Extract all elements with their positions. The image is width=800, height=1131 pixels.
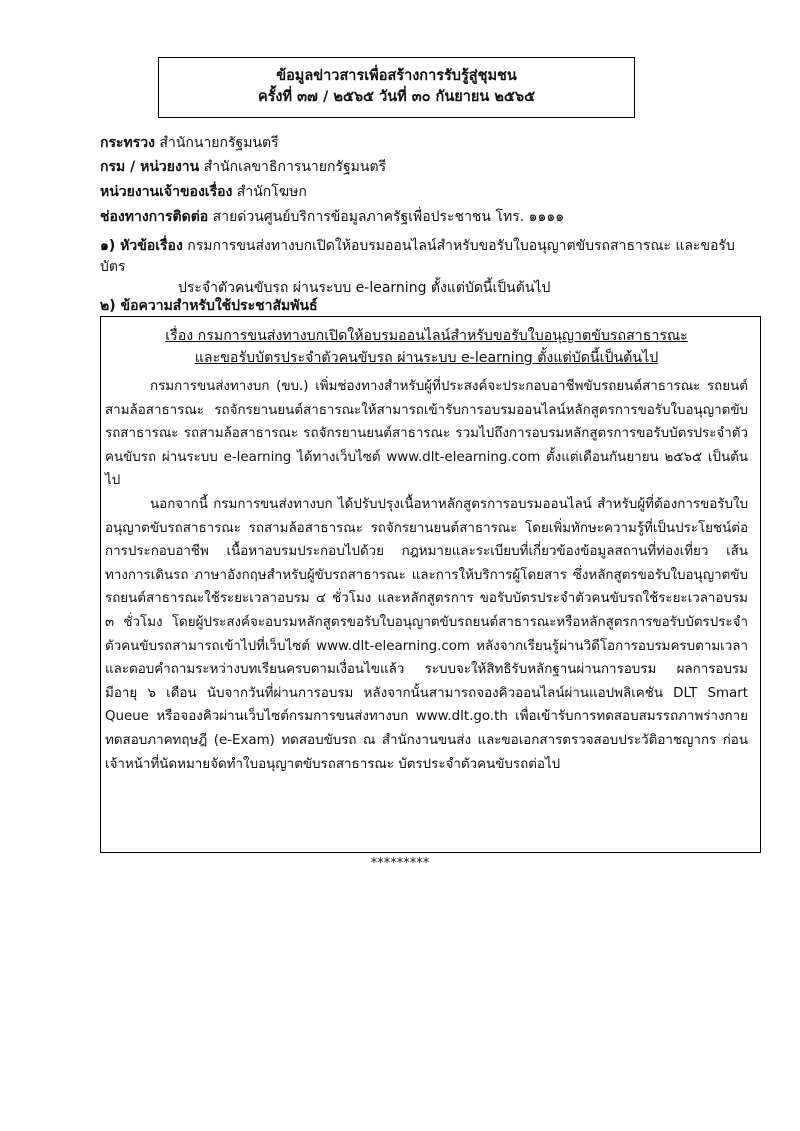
press-release-title	[105, 325, 748, 369]
press-release-box	[100, 316, 761, 853]
contact-value: สายด่วนศูนย์บริการข้อมูลภาครัฐเพื่อประชาชน โทร. ๑๑๑๑	[212, 209, 565, 225]
department-label: กรม / หน่วยงาน	[100, 159, 200, 175]
paragraph-1: กรมการขนส่งทางบก (ขบ.) เพิ่มช่องทางสำหรับผู้ที่ประสงค์จะประกอบอาชีพขับรถยนต์สาธารณะ รถยนต์สามล้อสาธารณะ รถจักรยานยนต์สาธารณะให้สามารถเข้ารับการอบรมออนไลน์หลักสูตรการขอรับใบอนุญาตขับรถสาธารณะ รถสามล้อสาธารณะ รถจักรยานยนต์สาธารณะ รวมไปถึงการอบรมหลักสูตรการขอรับบัตรประจำตัวคนขับรถ ผ่านระบบ e-learning ได้ทางเว็บไซต์ www.dlt-elearning.com ตั้งแต่เดือนกันยายน ๒๕๖๕ เป็นต้นไป	[105, 379, 748, 489]
paragraph-2: นอกจากนี้ กรมการขนส่งทางบก ได้ปรับปรุงเนื้อหาหลักสูตรการอบรมออนไลน์ สำหรับผู้ที่ต้องการขอรับใบอนุญาตขับรถสาธารณะ รถสามล้อสาธารณะ รถจักรยานยนต์สาธารณะ โดยเพิ่มทักษะความรู้ที่เป็นประโยชน์ต่อการประกอบอาชีพ เนื้อหาอบรมประกอบไปด้วย กฎหมายและระเบียบที่เกี่ยวข้องข้อมูลสถานที่ท่องเที่ยว เส้นทางการเดินรถ ภาษาอังกฤษสำหรับผู้ขับรถสาธารณะ และการให้บริการผู้โดยสาร ซึ่งหลักสูตรขอรับใบอนุญาตขับรถยนต์สาธารณะใช้ระยะเวลาอบรม ๔ ชั่วโมง และหลักสูตรการ ขอรับบัตรประจำตัวคนขับรถใช้ระยะเวลาอบรม ๓ ชั่วโมง โดยผู้ประสงค์จะอบรมหลักสูตรขอรับใบอนุญาตขับรถยนต์สาธารณะหรือหลักสูตรการขอรับบัตรประจำตัวคนขับรถสามารถเข้าไปที่เว็บไซต์ www.dlt-elearning.com หลังจากเรียนรู้ผ่านวิดีโอการอบรมครบตามเวลาและตอบคำถามระหว่างบทเรียนครบตามเงื่อนไขแล้ว ระบบจะให้สิทธิรับหลักฐานผ่านการอบรม ผลการอบรมมีอายุ ๖ เดือน นับจากวันที่ผ่านการอบรม หลังจากนั้นสามารถจองคิวออนไลน์ผ่านแอปพลิเคชัน DLT Smart Queue หรือจองคิวผ่านเว็บไซต์กรมการขนส่งทางบก www.dlt.go.th เพื่อเข้ารับการทดสอบสมรรถภาพร่างกาย ทดสอบภาคทฤษฎี (e-Exam) ทดสอบขับรถ ณ สำนักงานขนส่ง และขอเอกสารตรวจสอบประวัติอาชญากร ก่อนเจ้าหน้าที่นัดหมายจัดทำใบอนุญาตขับรถสาธารณะ บัตรประจำตัวคนขับรถต่อไป	[105, 496, 748, 772]
department-value: สำนักเลขาธิการนายกรัฐมนตรี	[203, 159, 387, 175]
topic-line2: ประจำตัวคนขับรถ ผ่านระบบ e-learning ตั้งแต่บัดนี้เป็นต้นไป	[178, 280, 551, 296]
meta-department	[100, 157, 386, 177]
title-line2: และขอรับบัตรประจำตัวคนขับรถ ผ่านระบบ e-learning ตั้งแต่บัดนี้เป็นต้นไป	[194, 350, 659, 366]
owner-label: หน่วยงานเจ้าของเรื่อง	[100, 184, 233, 200]
topic-section	[100, 236, 760, 299]
header-title: ข้อมูลข่าวสารเพื่อสร้างการรับรู้สู่ชุมชน	[276, 68, 517, 84]
meta-ministry	[100, 133, 279, 153]
owner-value: สำนักโฆษก	[236, 184, 307, 200]
topic-label: ๑) หัวข้อเรื่อง	[100, 238, 183, 254]
meta-owner	[100, 182, 307, 202]
header-box	[158, 57, 635, 118]
topic-line1: กรมการขนส่งทางบกเปิดให้อบรมออนไลน์สำหรับขอรับใบอนุญาตขับรถสาธารณะ และขอรับบัตร	[100, 238, 735, 275]
contact-label: ช่องทางการติดต่อ	[100, 209, 209, 225]
section2-label: ๒) ข้อความสำหรับใช้ประชาสัมพันธ์	[100, 298, 318, 314]
header-issue: ครั้งที่ ๓๗ / ๒๕๖๕ วันที่ ๓๐ กันยายน ๒๕๖๕	[257, 89, 536, 105]
meta-contact	[100, 207, 564, 227]
ministry-value: สำนักนายกรัฐมนตรี	[159, 135, 279, 151]
end-marker: *********	[370, 856, 430, 871]
ministry-label: กระทรวง	[100, 135, 155, 151]
title-line1: เรื่อง กรมการขนส่งทางบกเปิดให้อบรมออนไลน์สำหรับขอรับใบอนุญาตขับรถสาธารณะ	[165, 328, 688, 344]
